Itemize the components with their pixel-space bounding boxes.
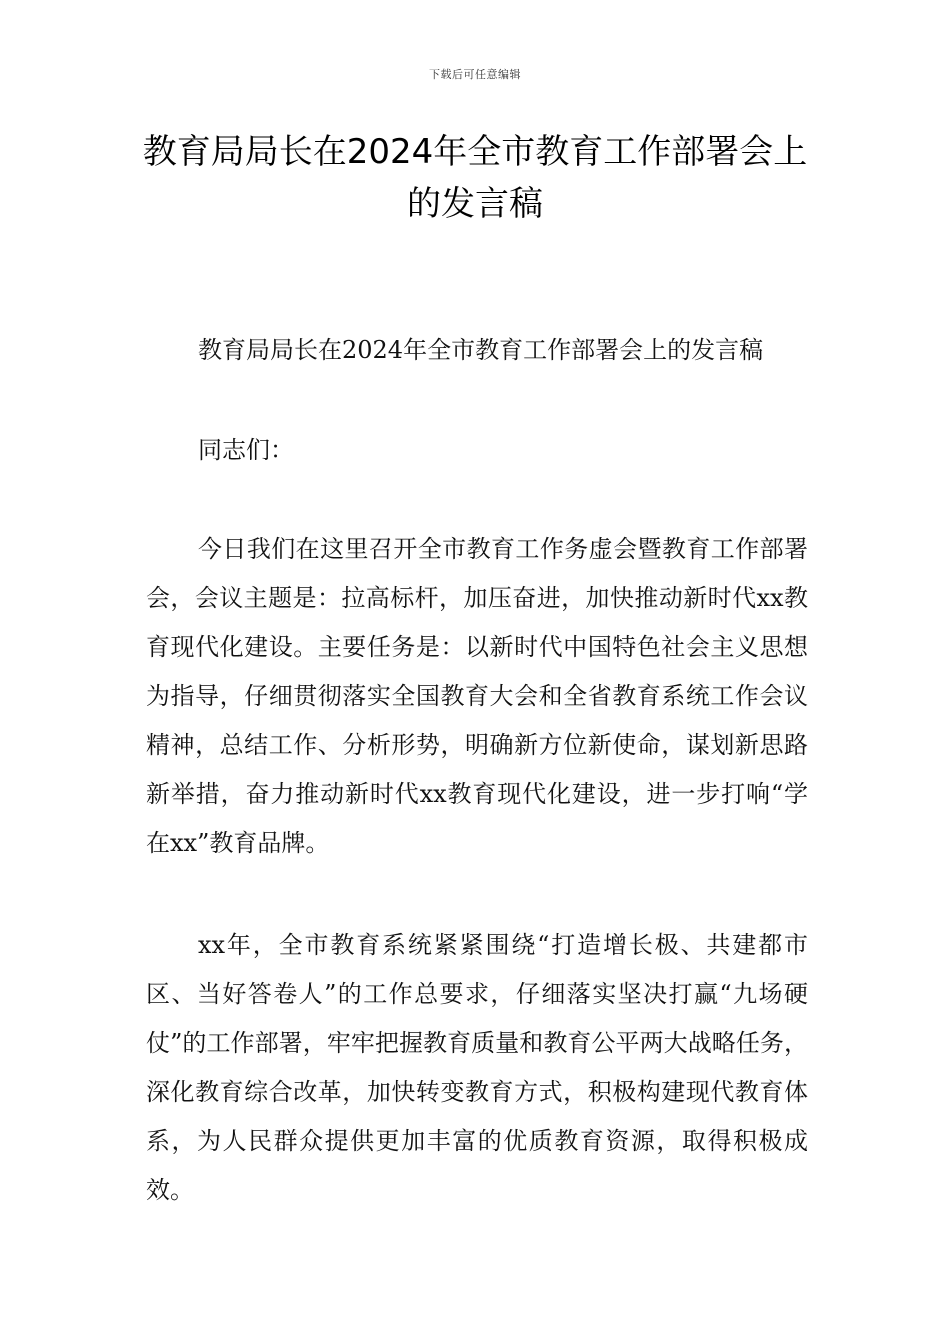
paragraph-2: xx年，全市教育系统紧紧围绕“打造增长极、共建都市区、当好答卷人”的工作总要求，仔细落实坚决打赢“九场硬仗”的工作部署，牢牢把握教育质量和教育公平两大战略任务，深化教育综合改革，加快转变教育方式，积极构建现代教育体系，为人民群众提供更加丰富的优质教育资源，取得积极成效。 <box>146 931 808 1204</box>
header-note: 下载后可任意编辑 <box>429 68 521 81</box>
salutation: 同志们： <box>198 436 294 464</box>
document-subtitle: 教育局局长在2024年全市教育工作部署会上的发言稿 <box>198 336 764 364</box>
paragraph-1: 今日我们在这里召开全市教育工作务虚会暨教育工作部署会，会议主题是：拉高标杆，加压奋进，加快推动新时代xx教育现代化建设。主要任务是：以新时代中国特色社会主义思想为指导，仔细贯彻落实全国教育大会和全省教育系统工作会议精神，总结工作、分析形势，明确新方位新使命，谋划新思路新举措，奋力推动新时代xx教育现代化建设，进一步打响“学在xx”教育品牌。 <box>146 535 808 857</box>
document-title: 教育局局长在2024年全市教育工作部署会上的发言稿 <box>142 132 808 224</box>
